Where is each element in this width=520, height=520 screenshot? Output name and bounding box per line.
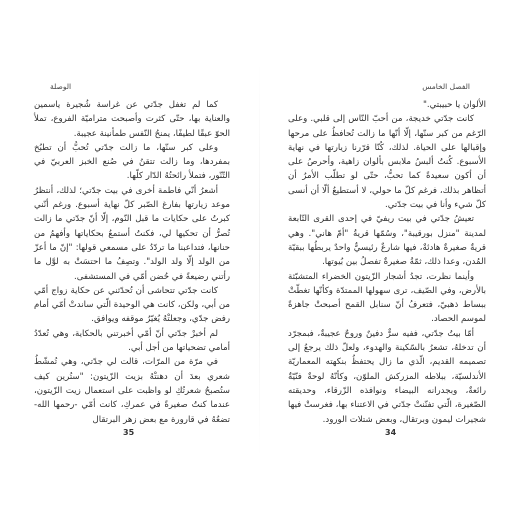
paragraph: كانت جدّتي تتحاشى أن تُحدّثني عن حكاية زواج أمّي من أبي، ولكن، كانت هي الوحيدة الّتي ساندتْ أمّي أمام رفض جدّي، وجعلتْهُ يُغيّرُ موقفه ويوافق.	[34, 285, 230, 325]
paragraph: وعلى كبر سنّها، ما زالت جدّتي تُحبُّ أن تطبُخ بمفردها، وما زالت تتقنُ في صُنع الخبز العربيّ في التّنّور، فتملأ رائحتُهُ الدّار كلّها.	[34, 142, 230, 182]
page-body	[34, 98, 230, 427]
page-body	[288, 98, 486, 427]
paragraph: الألوان يا حبيبتي."	[422, 100, 486, 110]
running-header: الوصلة	[50, 82, 72, 91]
paragraph: لم أخبرْ جدّتي أنّ أمّي أخبرتني بالحكاية، وهي تُعدّدُ أمامي تضحياتها من أجل أبي.	[34, 328, 230, 354]
paragraph: كانت جدّتي خديجة، من أحبّ النّاس إلى قلبي. وعلى الرّغم من كبر سنّها، إلّا أنّها ما زالت تُحافظُ على مرحها وإقبالها على الحياة. لذلك، كُنّا قرّرنا زيارتها في نهاية الأسبوع. كُنتُ ألبسُ ملابس بألوان زاهية، وأحرصُ على أن أكون سعيدةً كما تحبُّ، حتّى لو تطلّب الأمرُ أن أتظاهر بذلك، فرغم كلّ ما حولي، لا أستطيعُ ألّا أن أنسى كلّ شيء وأنا في بيت جدّتي.	[288, 114, 486, 211]
paragraph: أمّا بيتُ جدّتي، ففيه سرٌّ دفينٌ وروحٌ عجيبةٌ، فبمجرّد أن تدخلهُ، تشعرُ بالسّكينة والهدوء، ولعلّ ذلك يرجعُ إلى تصميمه القديم، الّذي ما زال يحتفظُ بنكهته المعماريّة الأندلسيّة، ببلاطه المزركش الملوّن، وكأنّهُ لوحةٌ فنّيّةٌ رائعةٌ، وبجدرانه البيضاء ونوافذه الزّرقاء، وحديقته الصّغيرة، الّتي تفنّنتْ جدّتي في الاعتناء بها، فغرستْ فيها شجيرات ليمون وبرتقال، وبعض شتلات الورود.	[288, 328, 486, 425]
paragraph: وأينما نظرت، تجدُ أشجار الزّيتون الخضراء المتشبّثة بالأرض، وفي الصّيف، ترى سهولها الممتدّة وكأنّها تغطّتْ ببساط ذهبيّ، فتعرفُ أنّ سنابل القمح أصبحتْ جاهزةً لموسم الحصاد.	[288, 271, 486, 325]
page-number: 34	[385, 428, 397, 437]
running-header: الفصل الخامس	[422, 82, 470, 91]
right-page	[260, 0, 520, 520]
page-number: 35	[123, 428, 135, 437]
paragraph: أشعرُ أنّي فاطمة أخرى في بيت جدّتي؛ لذلك، أنتظرُ موعد زيارتها بفارغ الصّبر كلّ نهاية أسبوع. ورغم أنّني كبرتُ على حكايات ما قبل النّوم، إلّا أنّ جدّتي ما زالت تُصرُّ أن تحكيها لي، فكنتُ أستمعُ بحكاياتها وأفهمُ من حنانها، فتداعبنا ما تردّدُ على مسمعي قولها: "إنّ ما أعزّ من الولد إلّا ولد الولد". وتصِفُ ما احتسَتْ به لوَّل ما رأتني رضيعةً في حُضن أمّي في المستشفى.	[34, 185, 230, 282]
paragraph: في مرّة من المرّات، قالت لي جدّتي، وهي تُمشّطُ شعري بعدَ أن دهنتْهُ بزيت الزّيتون: "ستُرين كيف ستُصبحُ شعرتُكِ لو واظبت على استعمال زيت الزّيتون، عندما كنتُ صغيرةً في عمركِ، كانت أمّي -رحمها الله- تضعُهُ في قارورة مع بعض زهر البرتقال	[34, 357, 230, 425]
paragraph: تعيشُ جدّتي في بيت ريفيّ في إحدى القرى التّابعة لمدينة "منزل بورقيبة"، وسُمّها قريةُ "أمّ هاني". وهي قريةٌ صغيرةٌ هادئةٌ، فيها شارعٌ رئيسيٌّ واحدٌ يربطُها ببقيّة المُدن، وعدا ذلك، ثمّةُ صغيرةٌ تفصلُ بين بُيوتها.	[288, 214, 486, 268]
paragraph: كما لم تغفل جدّتي عن غراسة شُجيرة ياسمين والعناية بها، حتّى كثرت وأصبحت متراميّة الفروع، تملأ الحوّ عبقًا لطيفًا، يمنحُ النّفس طمأنينة عجيبة.	[34, 100, 230, 139]
